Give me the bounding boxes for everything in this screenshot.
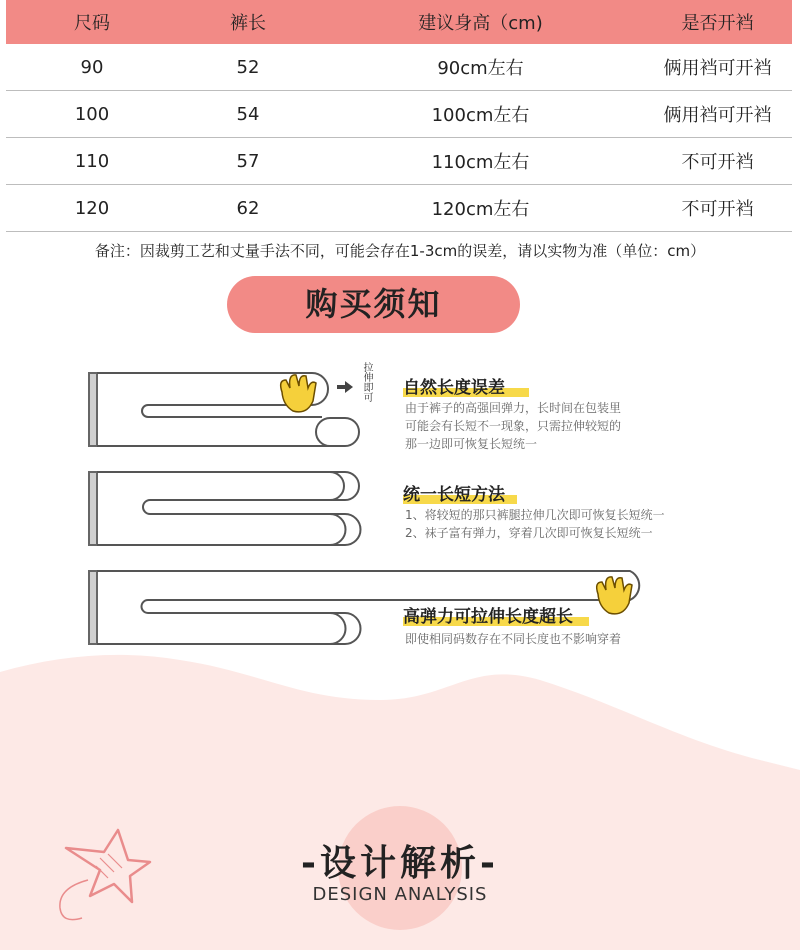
cell-length: 57: [236, 150, 260, 172]
cell-size: 90: [80, 56, 104, 78]
leggings-diagram: [0, 350, 800, 650]
cell-height: 120cm左右: [431, 199, 530, 220]
header-length: 裤长: [230, 13, 266, 34]
cell-crotch: 俩用裆可开裆: [663, 58, 772, 79]
size-table-header: [6, 0, 792, 44]
section-subtitle: DESIGN ANALYSIS: [312, 884, 488, 905]
cell-crotch: 不可开裆: [681, 152, 754, 173]
table-row: [6, 91, 792, 138]
step-description: 1、将较短的那只裤腿拉伸几次即可恢复长短统一 2、袜子富有弹力，穿着几次即可恢复长短统一: [405, 508, 665, 540]
table-row: [6, 44, 792, 91]
cell-height: 100cm左右: [431, 105, 530, 126]
cell-size: 110: [74, 150, 110, 172]
waistband-shape: [89, 373, 97, 446]
cell-height: 90cm左右: [437, 58, 524, 79]
cell-crotch: 俩用裆可开裆: [663, 105, 772, 126]
step-title: 统一长短方法: [403, 485, 505, 505]
step-description: 即使相同码数存在不同长度也不影响穿着: [405, 632, 622, 646]
arrow-right-icon: [337, 381, 353, 393]
cell-size: 100: [74, 103, 110, 125]
leggings-outline: [97, 373, 359, 446]
hand-icon: [281, 375, 316, 412]
step-title: 自然长度误差: [403, 378, 505, 398]
stretch-illustration: [0, 350, 800, 650]
table-row: [6, 185, 792, 232]
size-note: 备注：因裁剪工艺和丈量手法不同，可能会存在1-3cm的误差，请以实物为准（单位：cm）: [94, 242, 706, 260]
cell-length: 62: [236, 197, 260, 219]
header-size: 尺码: [74, 13, 110, 34]
stretch-label: 拉伸即可: [361, 362, 372, 402]
header-height: 建议身高（cm): [418, 13, 543, 34]
step-description: 由于裤子的高强回弹力，长时间在包装里 可能会有长短不一现象，只需拉伸较短的 那一边即可恢复长短统一: [405, 401, 622, 451]
design-analysis-section: [0, 640, 800, 950]
step-title: 高弹力可拉伸长度超长: [403, 607, 573, 627]
cell-length: 54: [236, 103, 260, 125]
table-row: [6, 138, 792, 185]
size-table: [6, 0, 792, 232]
cell-crotch: 不可开裆: [681, 199, 754, 220]
cell-height: 110cm左右: [431, 152, 530, 173]
hand-icon: [597, 577, 632, 614]
header-crotch: 是否开裆: [681, 13, 754, 34]
cell-length: 52: [236, 56, 260, 78]
section-title: -设计解析-: [301, 843, 499, 884]
purchase-notice-heading: 购买须知: [227, 276, 520, 333]
cell-size: 120: [74, 197, 110, 219]
